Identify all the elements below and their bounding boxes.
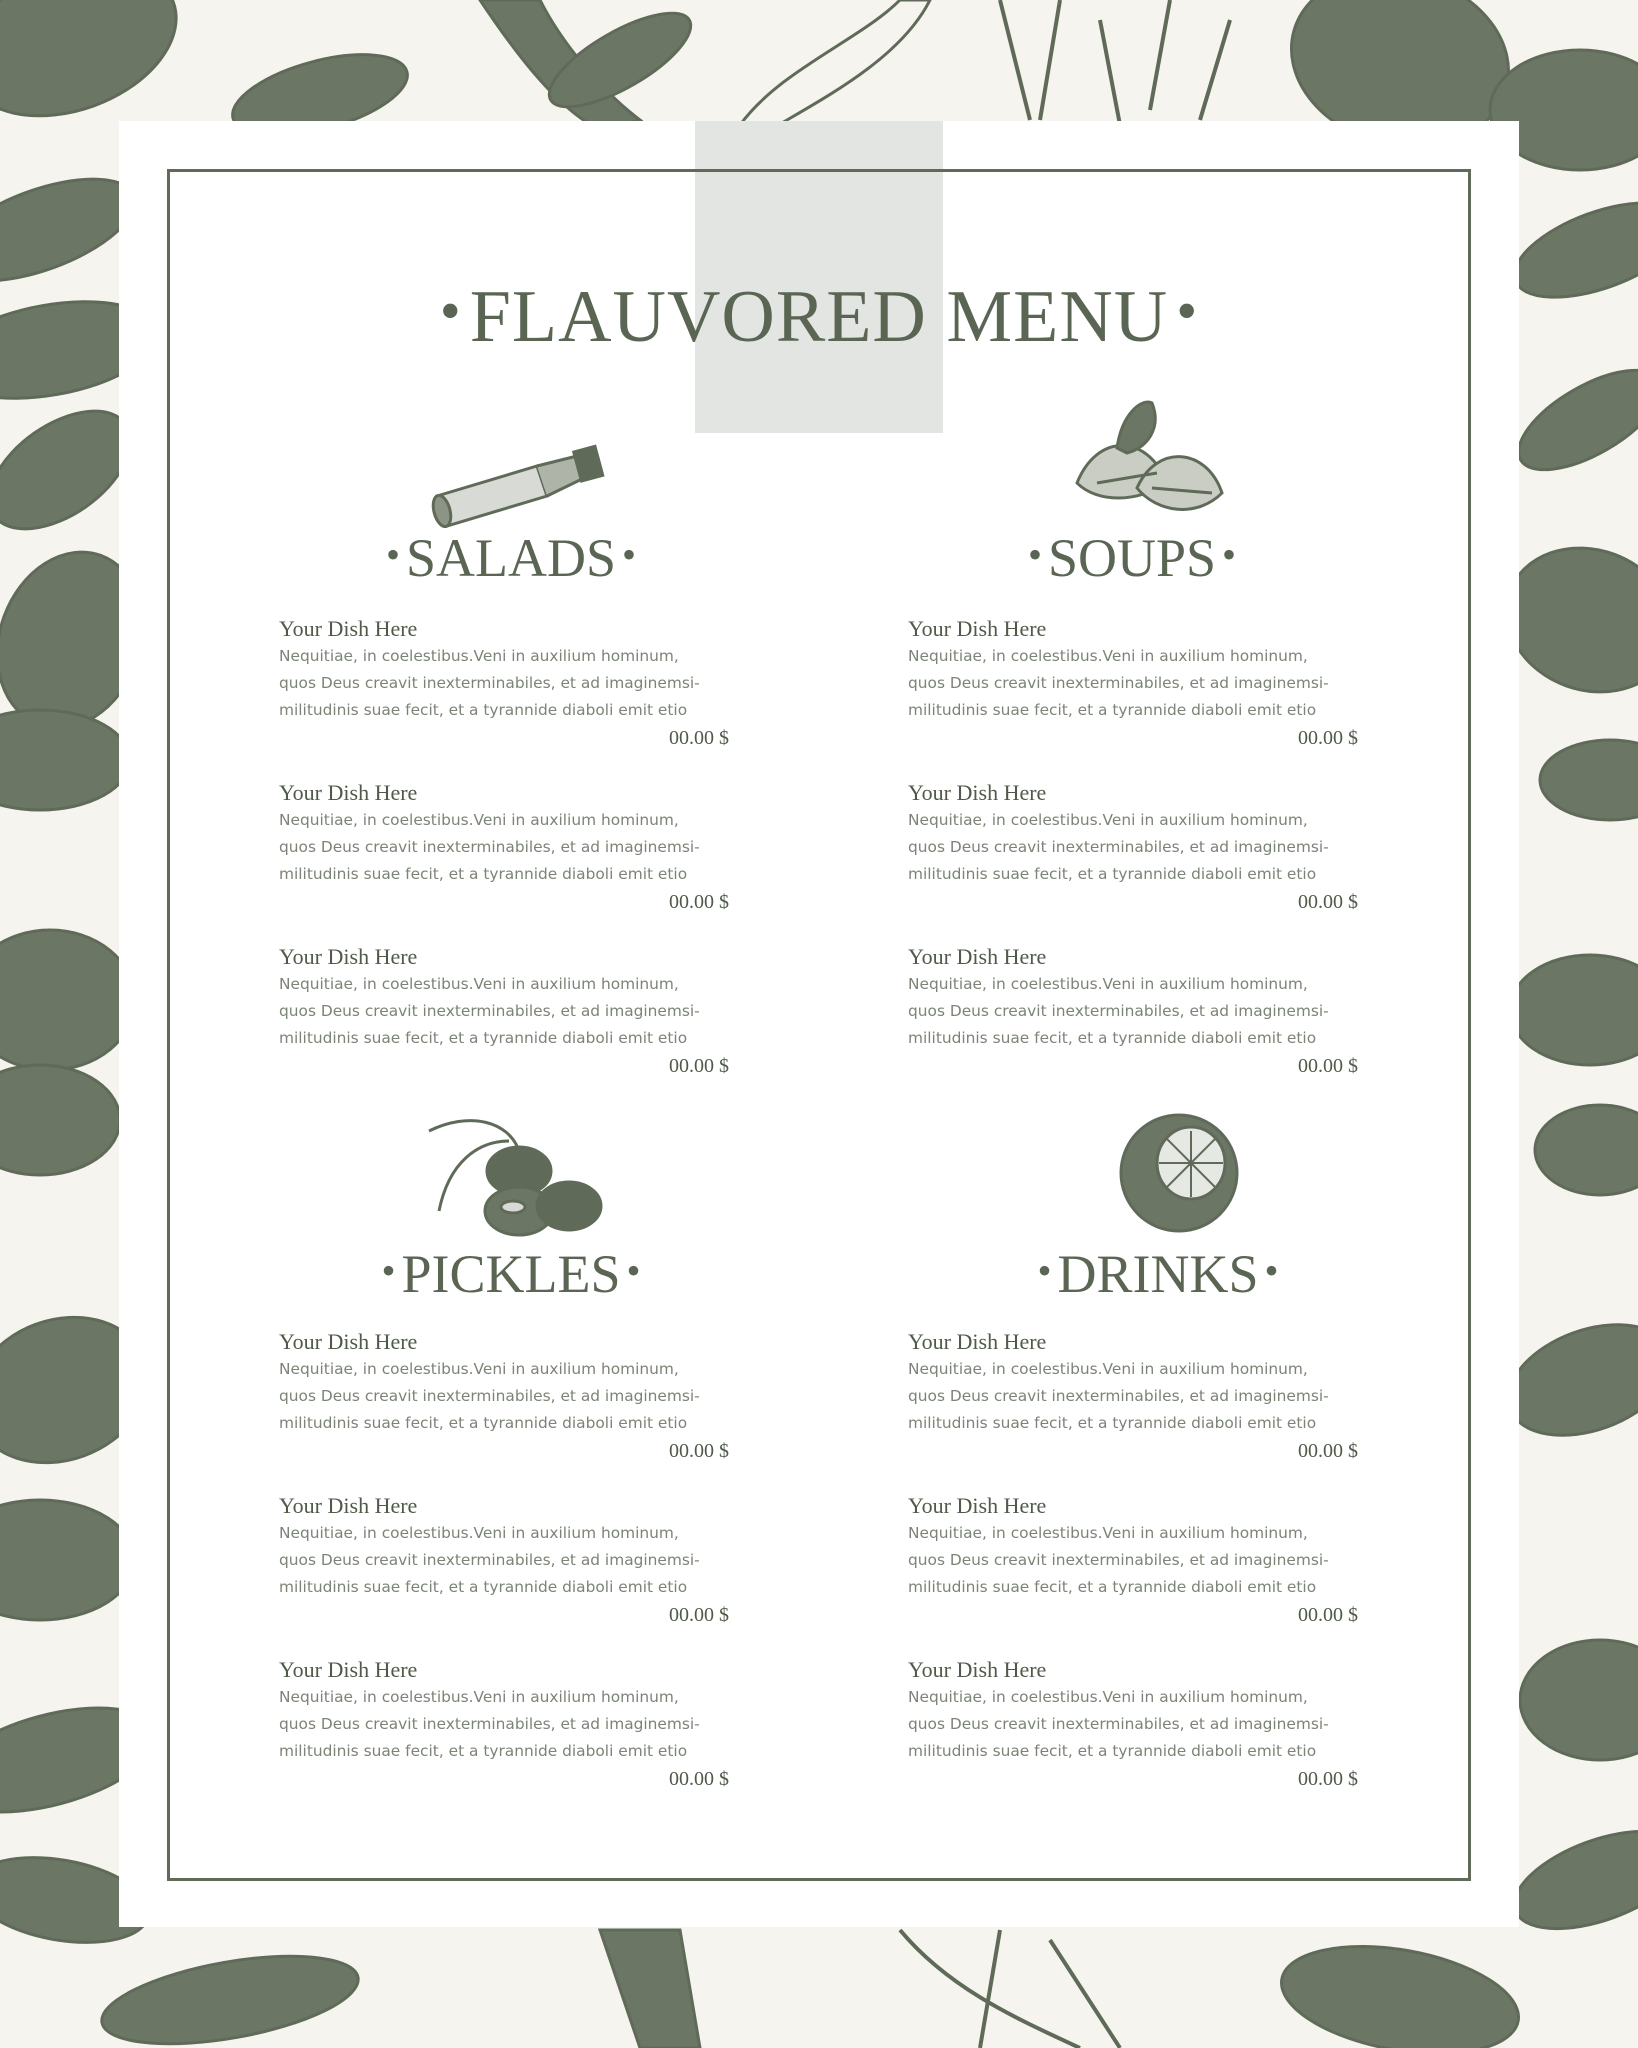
dish-description-line: militudinis suae fecit, et a tyrannide diaboli emit etio	[279, 1414, 688, 1432]
menu-item	[908, 779, 1368, 943]
section-title-text: SOUPS	[1047, 528, 1217, 588]
drinks-items	[908, 1328, 1368, 1820]
dish-price: 00.00 $	[669, 1768, 729, 1790]
dish-price: 00.00 $	[1298, 891, 1358, 913]
dish-description-line: militudinis suae fecit, et a tyrannide diaboli emit etio	[279, 1578, 688, 1596]
dish-description-line: Nequitiae, in coelestibus.Veni in auxilium hominum,	[279, 1524, 679, 1542]
section-title-text: SALADS	[405, 528, 617, 588]
menu-title	[119, 261, 1519, 361]
basil-leaves-icon	[1037, 393, 1237, 523]
dish-description-line: Nequitiae, in coelestibus.Veni in auxilium hominum,	[908, 811, 1308, 829]
dish-description-line: Nequitiae, in coelestibus.Veni in auxilium hominum,	[908, 647, 1308, 665]
section-dot: •	[1264, 1248, 1279, 1293]
dish-description-line: quos Deus creavit inexterminabiles, et ad imaginemsi-	[908, 1715, 1329, 1733]
dish-description-line: militudinis suae fecit, et a tyrannide diaboli emit etio	[279, 701, 688, 719]
section-title-text: DRINKS	[1057, 1244, 1259, 1304]
dish-description-line: quos Deus creavit inexterminabiles, et ad imaginemsi-	[279, 838, 700, 856]
menu-item	[279, 943, 739, 1107]
dish-name: Your Dish Here	[279, 944, 418, 969]
dish-description-line: quos Deus creavit inexterminabiles, et ad imaginemsi-	[908, 674, 1329, 692]
section-dot: •	[381, 1248, 396, 1293]
dish-name: Your Dish Here	[908, 780, 1047, 805]
section-dot: •	[1037, 1248, 1052, 1293]
dish-description-line: quos Deus creavit inexterminabiles, et ad imaginemsi-	[279, 1551, 700, 1569]
salads-items	[279, 615, 739, 1107]
menu-item	[279, 1656, 739, 1820]
dish-price: 00.00 $	[1298, 727, 1358, 749]
dish-description-line: quos Deus creavit inexterminabiles, et ad imaginemsi-	[279, 1715, 700, 1733]
dish-description-line: Nequitiae, in coelestibus.Veni in auxilium hominum,	[279, 647, 679, 665]
dish-description-line: militudinis suae fecit, et a tyrannide diaboli emit etio	[908, 1029, 1317, 1047]
menu-item	[908, 1492, 1368, 1656]
dish-price: 00.00 $	[669, 891, 729, 913]
dish-price: 00.00 $	[1298, 1440, 1358, 1462]
dish-name: Your Dish Here	[908, 1493, 1047, 1518]
dish-price: 00.00 $	[1298, 1768, 1358, 1790]
dish-description-line: Nequitiae, in coelestibus.Veni in auxilium hominum,	[908, 1360, 1308, 1378]
dish-description-line: Nequitiae, in coelestibus.Veni in auxilium hominum,	[908, 975, 1308, 993]
menu-item	[908, 1328, 1368, 1492]
menu-item	[279, 1328, 739, 1492]
dish-description-line: militudinis suae fecit, et a tyrannide diaboli emit etio	[279, 1742, 688, 1760]
dish-description-line: militudinis suae fecit, et a tyrannide diaboli emit etio	[908, 701, 1317, 719]
dish-name: Your Dish Here	[279, 616, 418, 641]
soups-items	[908, 615, 1368, 1107]
dish-name: Your Dish Here	[279, 1329, 418, 1354]
dish-description-line: quos Deus creavit inexterminabiles, et ad imaginemsi-	[908, 1002, 1329, 1020]
dish-price: 00.00 $	[669, 1440, 729, 1462]
dish-price: 00.00 $	[669, 1604, 729, 1626]
menu-item	[908, 615, 1368, 779]
dish-description-line: Nequitiae, in coelestibus.Veni in auxilium hominum,	[908, 1688, 1308, 1706]
dish-name: Your Dish Here	[908, 1657, 1047, 1682]
dish-description-line: quos Deus creavit inexterminabiles, et ad imaginemsi-	[279, 1387, 700, 1405]
menu-title-text: FLAUVORED MENU	[469, 276, 1169, 358]
dish-price: 00.00 $	[1298, 1055, 1358, 1077]
dish-description-line: quos Deus creavit inexterminabiles, et ad imaginemsi-	[908, 1551, 1329, 1569]
section-title-text: PICKLES	[401, 1244, 621, 1304]
menu-item	[279, 1492, 739, 1656]
section-title-soups	[852, 523, 1412, 590]
dish-name: Your Dish Here	[908, 944, 1047, 969]
section-dot: •	[1027, 532, 1042, 577]
menu-item	[279, 779, 739, 943]
section-dot: •	[1222, 532, 1237, 577]
dish-description-line: militudinis suae fecit, et a tyrannide diaboli emit etio	[908, 865, 1317, 883]
dish-description-line: quos Deus creavit inexterminabiles, et ad imaginemsi-	[908, 838, 1329, 856]
dish-price: 00.00 $	[669, 1055, 729, 1077]
section-dot: •	[385, 532, 400, 577]
dish-description-line: Nequitiae, in coelestibus.Veni in auxilium hominum,	[279, 975, 679, 993]
section-title-pickles	[231, 1239, 791, 1306]
title-dot-left: •	[439, 278, 462, 344]
section-dot: •	[626, 1248, 641, 1293]
dish-name: Your Dish Here	[279, 780, 418, 805]
section-title-drinks	[878, 1239, 1438, 1306]
dish-description-line: militudinis suae fecit, et a tyrannide diaboli emit etio	[908, 1742, 1317, 1760]
lime-icon	[1109, 1101, 1249, 1241]
menu-card	[119, 121, 1519, 1927]
menu-item	[279, 615, 739, 779]
dish-name: Your Dish Here	[279, 1493, 418, 1518]
dish-description-line: Nequitiae, in coelestibus.Veni in auxilium hominum,	[279, 1360, 679, 1378]
dish-description-line: militudinis suae fecit, et a tyrannide diaboli emit etio	[908, 1414, 1317, 1432]
menu-item	[908, 943, 1368, 1107]
dish-description-line: Nequitiae, in coelestibus.Veni in auxilium hominum,	[908, 1524, 1308, 1542]
dish-description-line: quos Deus creavit inexterminabiles, et ad imaginemsi-	[279, 674, 700, 692]
dish-name: Your Dish Here	[279, 1657, 418, 1682]
dish-description-line: Nequitiae, in coelestibus.Veni in auxilium hominum,	[279, 811, 679, 829]
olives-icon	[409, 1101, 609, 1241]
dish-description-line: militudinis suae fecit, et a tyrannide diaboli emit etio	[279, 1029, 688, 1047]
pickles-items	[279, 1328, 739, 1820]
dish-description-line: Nequitiae, in coelestibus.Veni in auxilium hominum,	[279, 1688, 679, 1706]
dish-price: 00.00 $	[1298, 1604, 1358, 1626]
title-dot-right: •	[1176, 278, 1199, 344]
dish-description-line: quos Deus creavit inexterminabiles, et ad imaginemsi-	[908, 1387, 1329, 1405]
menu-item	[908, 1656, 1368, 1820]
dish-price: 00.00 $	[669, 727, 729, 749]
section-dot: •	[622, 532, 637, 577]
dish-description-line: militudinis suae fecit, et a tyrannide diaboli emit etio	[279, 865, 688, 883]
dish-name: Your Dish Here	[908, 1329, 1047, 1354]
dish-description-line: militudinis suae fecit, et a tyrannide diaboli emit etio	[908, 1578, 1317, 1596]
dish-description-line: quos Deus creavit inexterminabiles, et ad imaginemsi-	[279, 1002, 700, 1020]
dish-name: Your Dish Here	[908, 616, 1047, 641]
section-title-salads	[231, 523, 791, 590]
